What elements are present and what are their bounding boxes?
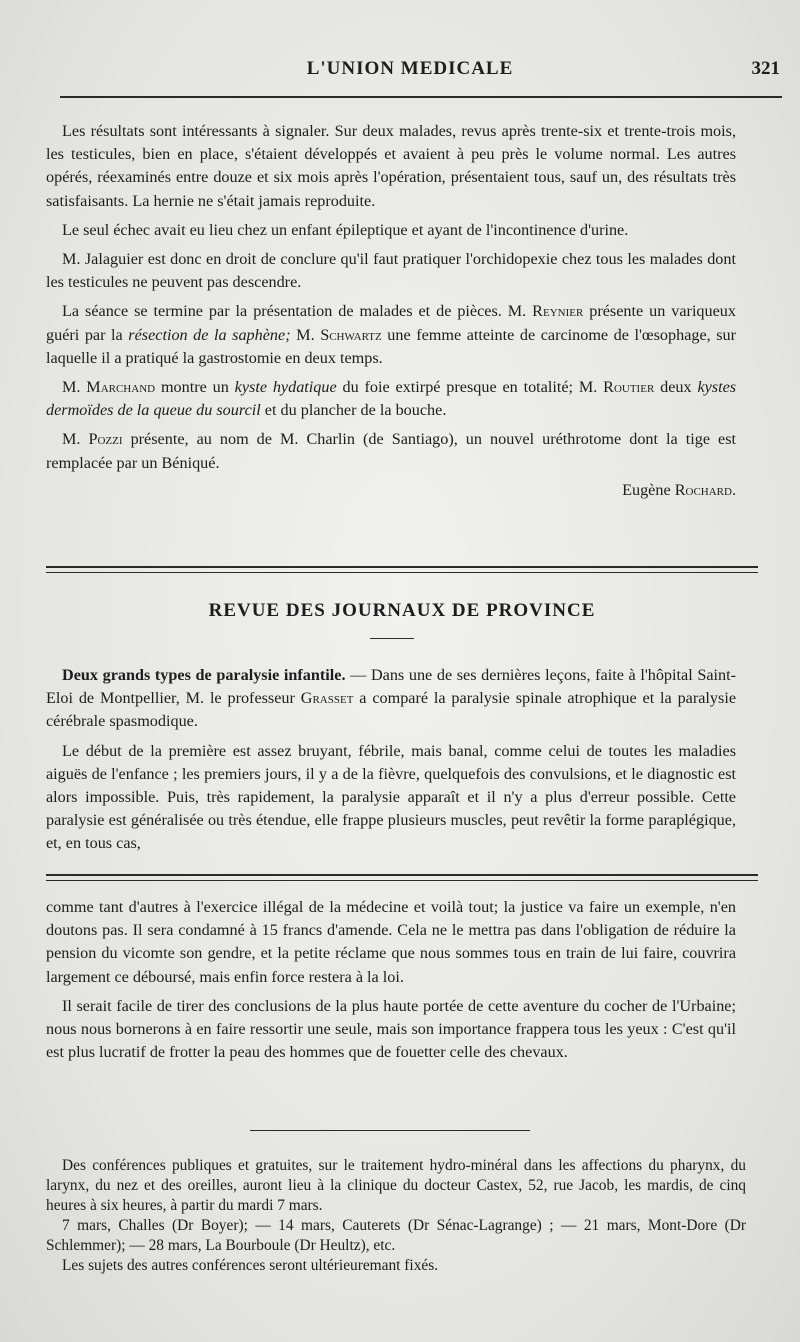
paragraph (46, 428, 736, 474)
paragraph: Les résultats sont intéressants à signaler. Sur deux malades, revus après trente-six et trente-trois mois, les testicules, bien en place, s'étaient développés et avaient à peu près le volume normal. Les autres opérés, réexaminés entre douze et six mois après l'opération, présentaient tous, sauf un, des résultats très satisfaisants. La hernie ne s'était jamais reproduite. (46, 122, 736, 210)
paragraph: 7 mars, Challes (Dr Boyer); — 14 mars, Cauterets (Dr Sénac-Lagrange) ; — 21 mars, Mont-Dore (Dr Schlemmer); — 28 mars, La Bourboule (Dr Heultz), etc. (46, 1217, 746, 1254)
text: La séance se termine par la présentation de malades et de pièces. M. (62, 302, 527, 321)
section-title: REVUE DES JOURNAUX DE PROVINCE (208, 600, 596, 621)
meeting-report (46, 120, 736, 502)
surgeon-name: Marchand (86, 378, 156, 397)
paragraph: Le début de la première est assez bruyant, fébrile, mais banal, comme celui de toutes les maladies aiguës de l'enfance ; les premiers jours, il y a de la fièvre, quelquefois des convulsions, et le diagnostic est alors impossible. Puis, très rapidement, la paralysie apparaît et il n'y a plus d'erreur possible. Cette paralysie est généralisée ou très étendue, elle frappe plusieurs muscles, peut revêtir la forme paraplégique, et, en tous cas, (46, 741, 736, 853)
text: et du plancher de la bouche. (264, 401, 447, 420)
running-title: L'UNION MEDICALE (306, 58, 514, 79)
page-header (40, 58, 780, 90)
paragraph (46, 376, 736, 422)
surgeon-name: Reynier (532, 302, 584, 321)
text: du foie extirpé presque en totalité; M. (342, 378, 598, 397)
text: présente, au nom de M. Charlin (de Santiago), un nouvel uréthrotome dont la tige est remplacée par un Béniqué. (46, 430, 737, 472)
text: M. (62, 430, 81, 449)
text: deux (660, 378, 692, 397)
paragraph: Le seul échec avait eu lieu chez un enfant épileptique et ayant de l'incontinence d'urine. (62, 220, 629, 239)
emphasis: kyste hydatique (234, 378, 337, 397)
text: une femme atteinte de carcinome de l'œsophage, sur laquelle il a pratiqué la gastrostomie en deux temps. (46, 325, 737, 367)
journal-article (46, 664, 736, 862)
article-title: Deux grands types de paralysie infantile. (62, 666, 346, 684)
continuation-double-rule (46, 874, 758, 881)
text: a comparé la paralysie spinale atrophique et la paralysie cérébrale spasmodique. (46, 689, 737, 731)
text: présente un variqueux guéri par la (46, 302, 736, 344)
paragraph (46, 300, 736, 370)
text: montre un (160, 378, 229, 397)
notice-rule (250, 1130, 530, 1131)
signature-last-name: Rochard. (674, 480, 736, 499)
paragraph: Les sujets des autres conférences seront ultérieuremant fixés. (62, 1257, 439, 1274)
professor-name: Grasset (300, 689, 354, 708)
section-double-rule (46, 566, 758, 573)
surgeon-name: Schwartz (320, 325, 382, 344)
section-short-rule (370, 638, 414, 639)
paragraph: Des conférences publiques et gratuites, sur le traitement hydro-minéral dans les affections du pharynx, du larynx, du nez et des oreilles, auront lieu à la clinique du docteur Castex, 52, rue Jacob, les mardis, de cinq heures à six heures, à partir du mardi 7 mars. (46, 1157, 746, 1214)
paragraph (46, 664, 736, 734)
signature-first-name: Eugène (622, 480, 671, 499)
page-number: 321 (751, 58, 780, 79)
paragraph: comme tant d'autres à l'exercice illégal de la médecine et voilà tout; la justice va faire un exemple, n'en doutons pas. Il sera condamné à 15 francs d'amende. Cela ne le mettra pas dans l'obligation de réduire la pension du vicomte son gendre, et la petite réclame que nous sommes tous en train de lui faire, couvrira largement ce déboursé, mais enfin force restera à la loi. (46, 898, 736, 986)
signature (46, 479, 736, 502)
paragraph: Il serait facile de tirer des conclusions de la plus haute portée de cette aventure du cocher de l'Urbaine; nous nous bornerons à en faire ressortir une seule, mais son importance frappera tous les yeux : C'est qu'il est plus lucratif de frotter la peau des hommes que de fouetter celle des chevaux. (46, 996, 736, 1062)
emphasis: kystes dermoïdes de la queue du sourcil (46, 378, 737, 420)
paragraph: M. Jalaguier est donc en droit de conclure qu'il faut pratiquer l'orchidopexie chez tous les malades dont les testicules ne peuvent pas descendre. (46, 250, 736, 292)
conference-notice (46, 1156, 746, 1276)
header-rule (60, 96, 782, 98)
text: — Dans une de ses dernières leçons, faite à l'hôpital Saint-Eloi de Montpellier, M. le professeur (46, 666, 736, 708)
continued-article (46, 896, 736, 1070)
surgeon-name: Routier (603, 378, 655, 397)
text: M. (62, 378, 81, 397)
surgeon-name: Pozzi (88, 430, 123, 449)
text: M. (296, 325, 315, 344)
emphasis: résection de la saphène; (128, 325, 291, 344)
